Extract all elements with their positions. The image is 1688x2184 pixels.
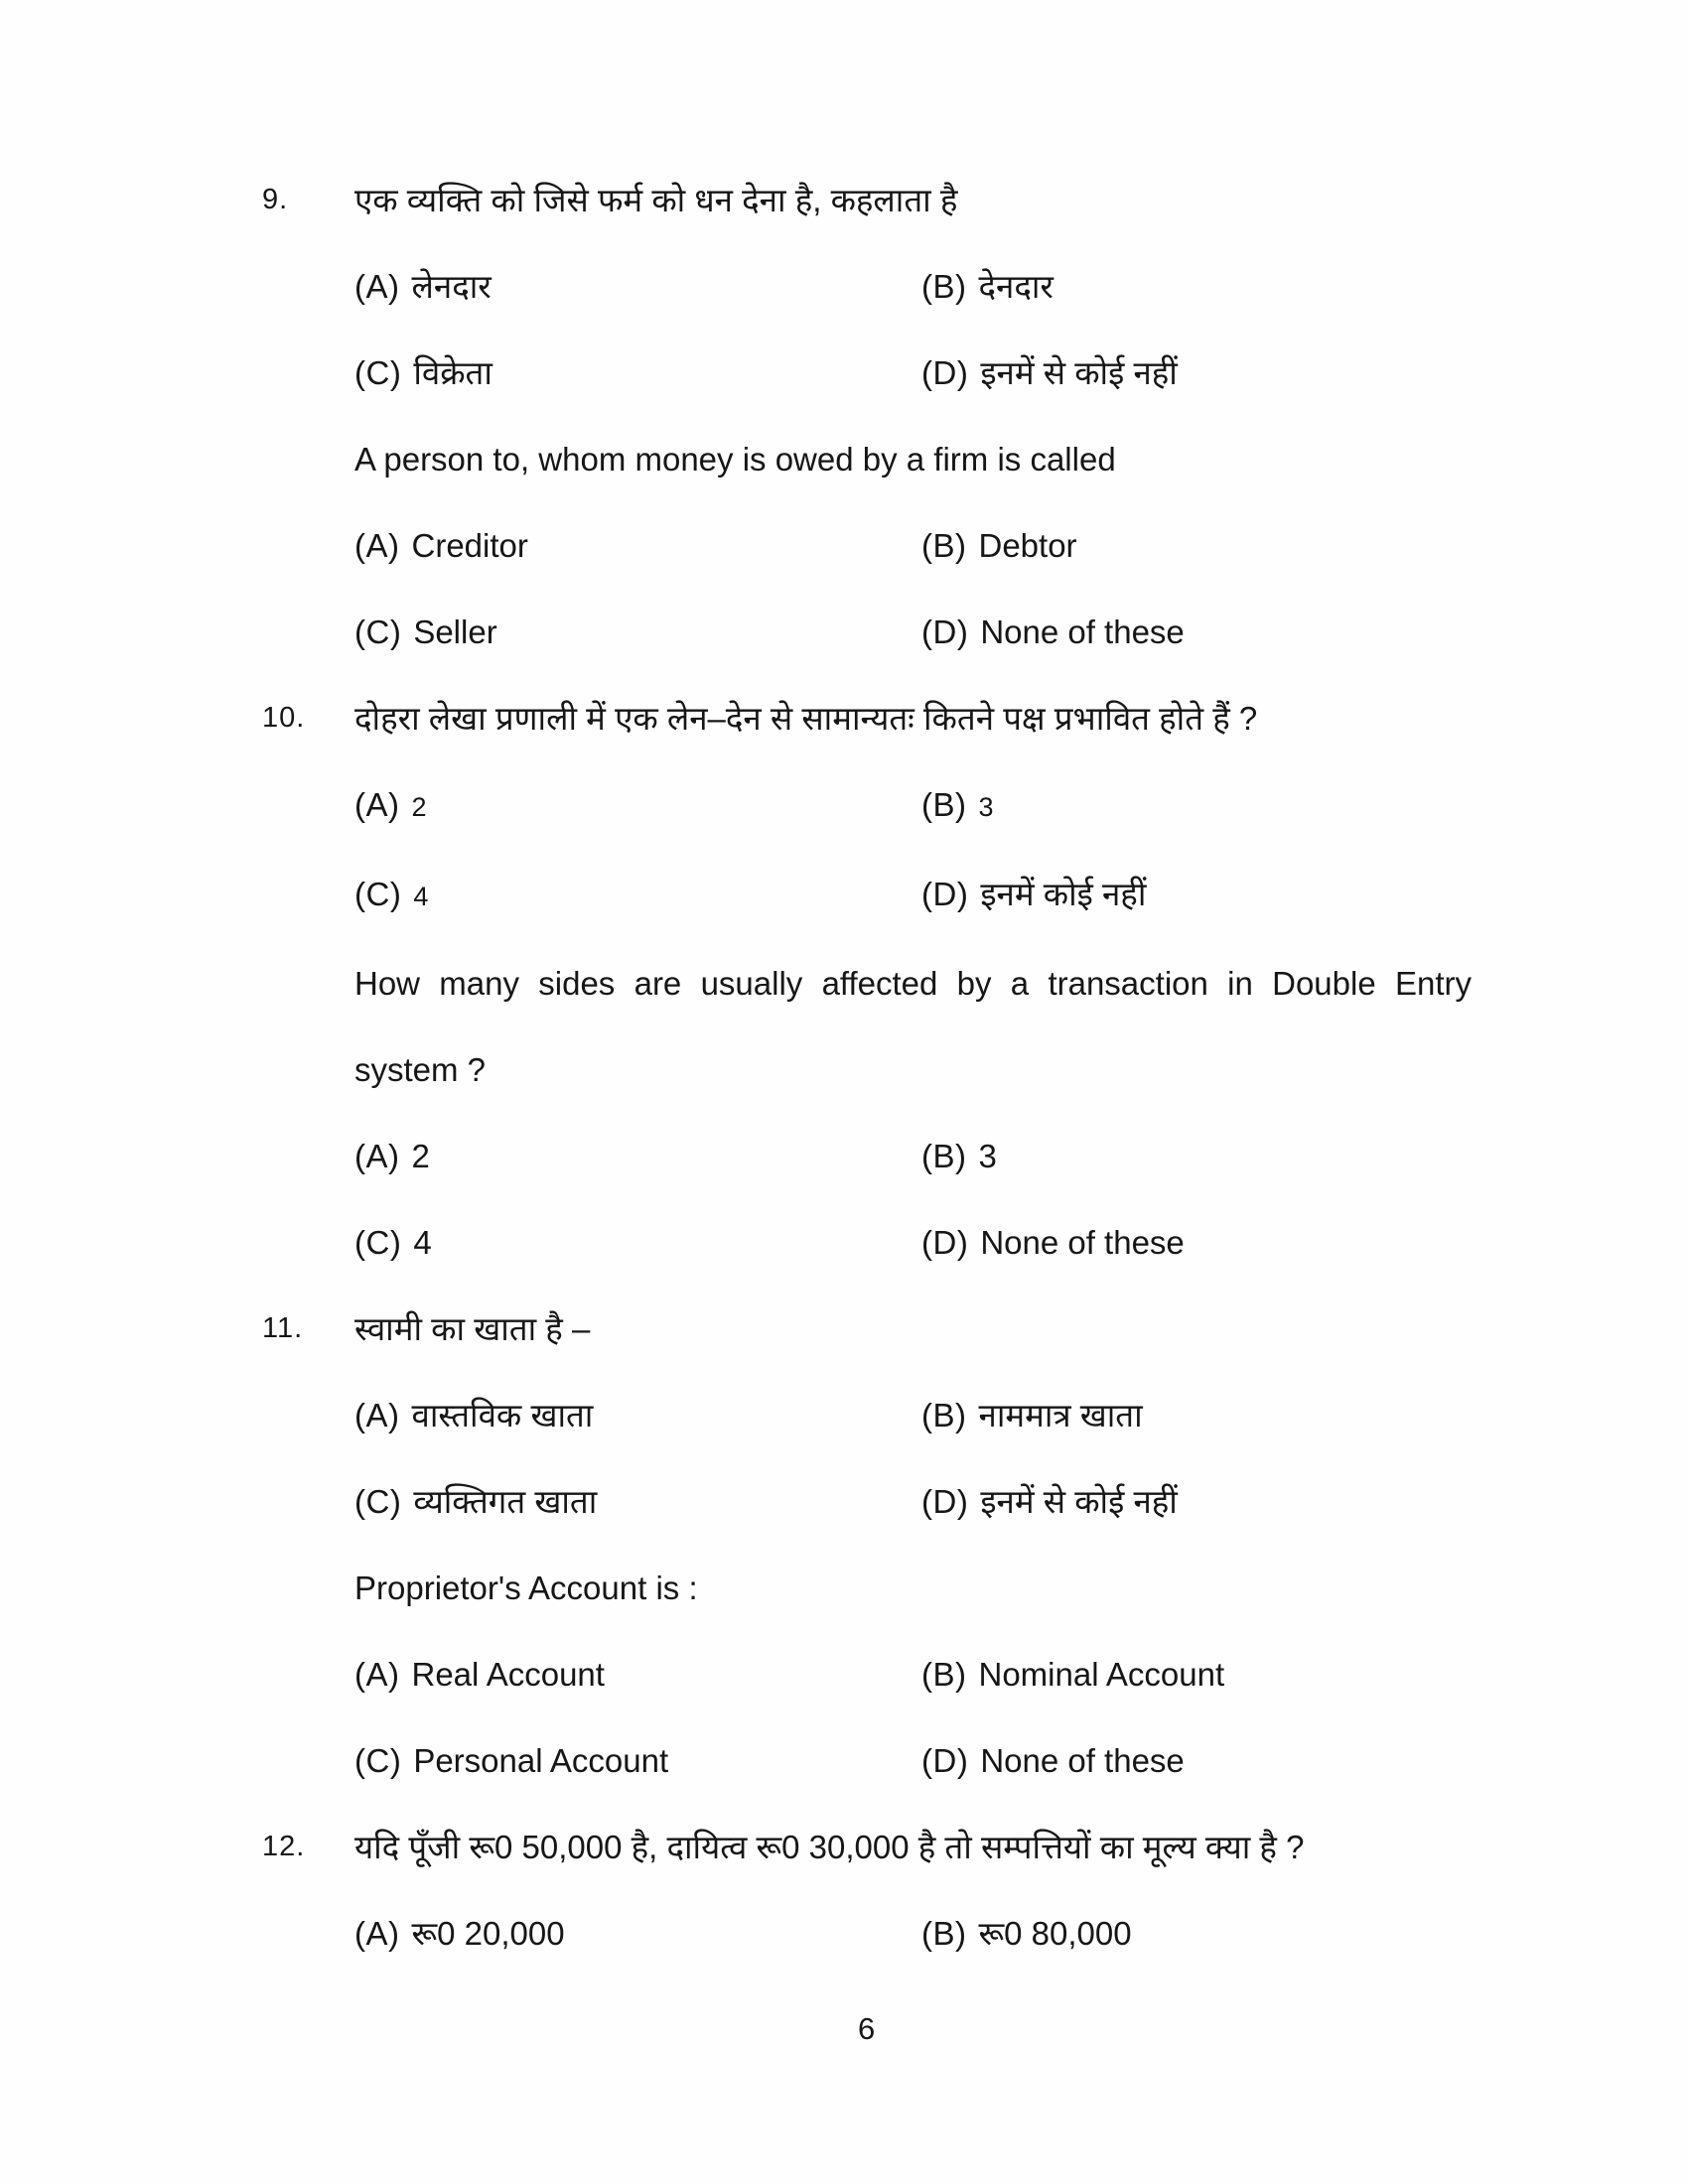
option-label: (A) [354,1915,400,1952]
option-label: (B) [921,1656,967,1693]
option-b [921,1372,1479,1458]
option-text: व्यक्तिगत खाता [413,1483,598,1520]
option-label: (D) [921,614,969,650]
option-label: (D) [921,876,969,912]
option-a [354,1890,921,1977]
option-label: (A) [354,1656,400,1693]
option-b [921,243,1479,330]
option-a [354,1372,921,1458]
option-label: (D) [921,354,969,391]
option-d [921,330,1479,416]
option-text: Creditor [411,527,528,564]
option-label: (C) [354,614,402,650]
page-number: 6 [858,2011,876,2046]
option-d [921,1458,1479,1545]
question-text-english: How many sides are usually affected by a transaction in Double Entry system ? [354,965,1472,1088]
option-label: (C) [354,1224,402,1261]
option-c [354,1458,921,1545]
option-label: (D) [921,1742,969,1779]
option-text: इनमें से कोई नहीं [980,354,1178,391]
option-d [921,1717,1479,1804]
question-9-hindi-row [262,157,1479,243]
question-11 [262,1286,1479,1804]
option-text: Nominal Account [978,1656,1225,1693]
option-b [921,761,1479,851]
option-text: Debtor [978,527,1077,564]
option-text: रू0 80,000 [978,1915,1132,1952]
option-text: इनमें कोई नहीं [980,876,1147,912]
option-text: 3 [978,792,994,822]
question-number: 10. [262,702,306,734]
option-label: (C) [354,1742,402,1779]
question-10 [262,675,1479,1286]
option-text: 3 [978,1138,997,1174]
option-a [354,1631,921,1717]
option-text: None of these [980,1224,1185,1261]
option-text: लेनदार [411,268,492,305]
question-9-english-row [262,416,1479,502]
option-label: (A) [354,786,400,823]
option-label: (C) [354,354,402,391]
question-text-hindi: दोहरा लेखा प्रणाली में एक लेन–देन से सामान्यतः कितने पक्ष प्रभावित होते हैं ? [354,700,1258,737]
option-a [354,243,921,330]
option-text: 4 [413,1224,432,1261]
question-text-hindi: एक व्यक्ति को जिसे फर्म को धन देना है, कहलाता है [354,182,958,218]
options-hindi [354,243,1479,416]
option-label: (D) [921,1483,969,1520]
option-label: (D) [921,1224,969,1261]
options-hindi [354,761,1479,940]
option-text: Personal Account [413,1742,669,1779]
option-b [921,1631,1479,1717]
option-text: None of these [980,614,1185,650]
option-text: इनमें से कोई नहीं [980,1483,1178,1520]
option-text: 2 [411,792,427,822]
options-english [354,1113,1479,1286]
option-label: (B) [921,1915,967,1952]
option-text: वास्तविक खाता [411,1397,594,1433]
question-11-english-row [262,1545,1479,1631]
options-english [354,502,1479,675]
option-label: (B) [921,1397,967,1433]
option-c [354,330,921,416]
option-label: (C) [354,1483,402,1520]
option-label: (C) [354,876,402,912]
question-11-hindi-row [262,1286,1479,1372]
option-b [921,1113,1479,1199]
option-text: Seller [413,614,497,650]
option-text: 2 [411,1138,430,1174]
option-text: Real Account [411,1656,605,1693]
question-9 [262,157,1479,675]
option-label: (A) [354,527,400,564]
options-hindi [354,1372,1479,1545]
question-text-english: A person to, whom money is owed by a firm is called [354,441,1116,478]
option-a [354,1113,921,1199]
question-number: 12. [262,1831,306,1862]
option-c [354,851,921,940]
question-text-hindi: स्वामी का खाता है – [354,1310,591,1347]
option-label: (A) [354,1138,400,1174]
option-a [354,761,921,851]
question-10-english-row [262,940,1479,1113]
option-label: (A) [354,1397,400,1433]
option-c [354,1717,921,1804]
question-10-hindi-row [262,675,1479,761]
option-c [354,589,921,675]
option-d [921,589,1479,675]
option-label: (B) [921,268,967,305]
option-b [921,502,1479,589]
options-hindi [354,1890,1479,1977]
option-text: रू0 20,000 [411,1915,565,1952]
question-12 [262,1804,1479,1977]
option-text: नाममात्र खाता [978,1397,1143,1433]
question-text-english: Proprietor's Account is : [354,1570,698,1606]
question-number: 11. [262,1312,304,1344]
option-label: (B) [921,1138,967,1174]
question-text-hindi: यदि पूँजी रू0 50,000 है, दायित्व रू0 30,000 है तो सम्पत्तियों का मूल्य क्या है ? [354,1829,1305,1865]
option-label: (B) [921,786,967,823]
option-label: (B) [921,527,967,564]
option-text: विक्रेता [413,354,492,391]
option-text: 4 [413,882,429,911]
question-12-hindi-row [262,1804,1479,1890]
question-number: 9. [262,184,289,215]
option-d [921,1199,1479,1286]
option-label: (A) [354,268,400,305]
option-text: None of these [980,1742,1185,1779]
option-a [354,502,921,589]
option-c [354,1199,921,1286]
option-b [921,1890,1479,1977]
options-english [354,1631,1479,1804]
option-text: देनदार [978,268,1054,305]
option-d [921,851,1479,940]
